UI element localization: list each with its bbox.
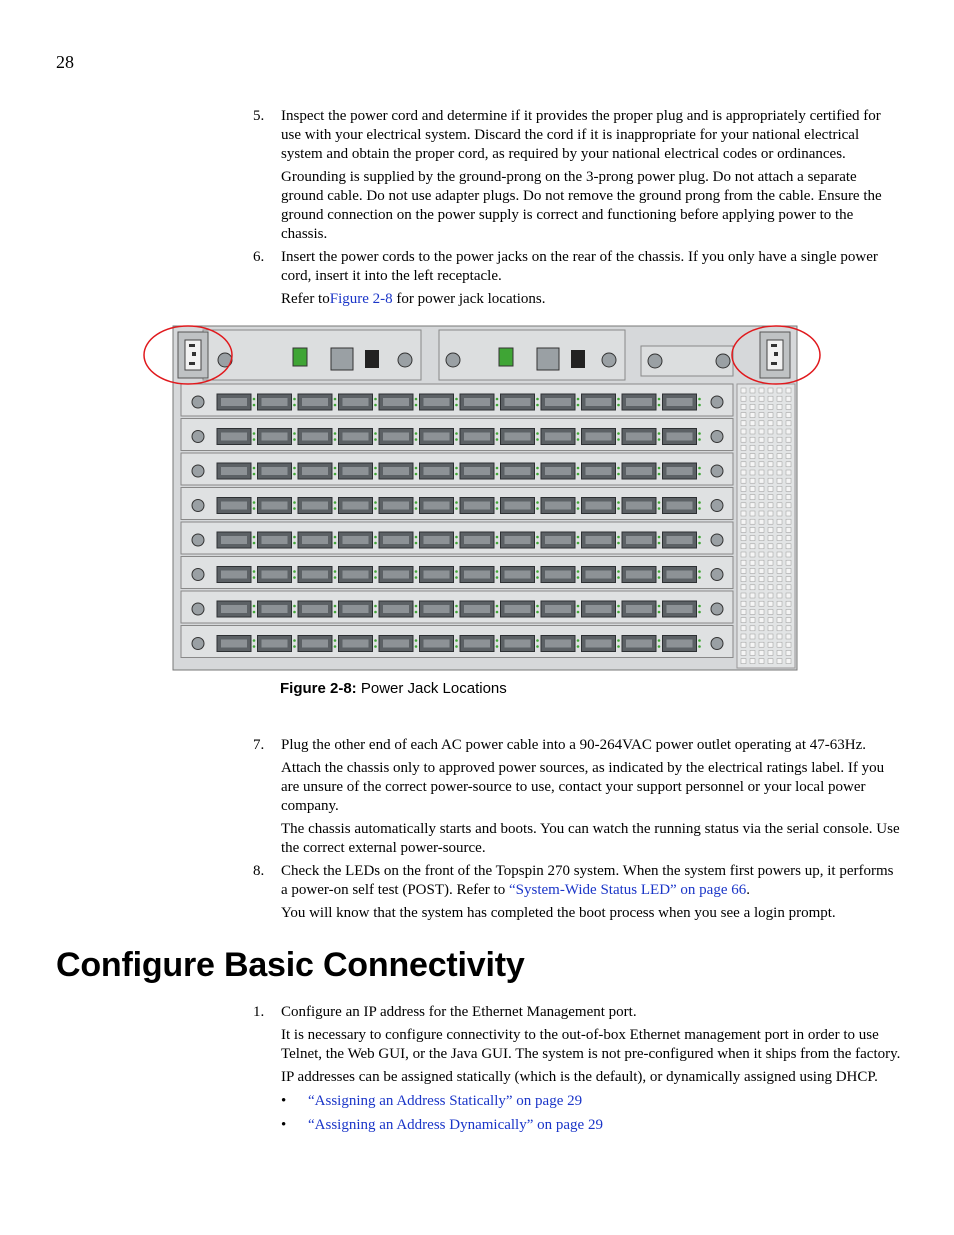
figure-title: Power Jack Locations xyxy=(356,680,507,697)
management-module-1 xyxy=(203,330,421,380)
line-card-slot xyxy=(181,419,733,451)
figure-2-8-link[interactable]: Figure 2-8 xyxy=(329,291,393,307)
line-card-slot xyxy=(181,591,733,623)
power-jack-figure xyxy=(143,322,823,674)
step-note: The chassis automatically starts and boots. You can watch the running status via the serial console. Use the correct external power-source. xyxy=(281,821,900,856)
vent-panel xyxy=(737,384,795,668)
step-7 xyxy=(253,736,901,755)
step-text: Configure an IP address for the Ethernet Management port. xyxy=(281,1004,637,1020)
line-card-slot xyxy=(181,384,733,416)
assign-dynamic-link[interactable]: “Assigning an Address Dynamically” on page 29 xyxy=(308,1117,603,1133)
chassis-rear-illustration xyxy=(143,322,823,674)
step-number: 6. xyxy=(253,249,265,265)
step-number: 5. xyxy=(253,108,265,124)
step-note: IP addresses can be assigned statically (which is the default), or dynamically assigned using DHCP. xyxy=(281,1069,878,1085)
bullet-item xyxy=(253,1116,901,1135)
step-number: 8. xyxy=(253,863,265,879)
status-led-link[interactable]: “System-Wide Status LED” on page 66 xyxy=(508,882,747,898)
step-8 xyxy=(253,862,901,900)
step-text: Plug the other end of each AC power cable into a 90-264VAC power outlet operating at 47-63Hz. xyxy=(281,737,866,753)
figure-reference xyxy=(253,290,901,309)
step-5 xyxy=(253,107,901,164)
step-6 xyxy=(253,248,901,286)
installation-steps-bottom xyxy=(253,736,901,923)
step-text: Inspect the power cord and determine if it provides the proper plug and is appropriately certified for use with your electrical system. Discard the cord if it is inappropriate for your national electrical system and obtain the proper cord, as required by your national electrical codes or ordinances. xyxy=(281,108,881,162)
step-number: 7. xyxy=(253,737,265,753)
management-module-2 xyxy=(439,330,625,380)
bullet-item xyxy=(253,1092,901,1111)
step-number: 1. xyxy=(253,1004,265,1020)
step-note: It is necessary to configure connectivity to the out-of-box Ethernet management port in order to use Telnet, the Web GUI, or the Java GUI. The system is not pre-configured when it ships from the factory. xyxy=(281,1027,901,1062)
installation-steps-top xyxy=(253,107,901,309)
line-card-slot xyxy=(181,488,733,520)
figure-label: Figure 2-8: xyxy=(280,680,357,697)
step-text xyxy=(281,863,893,898)
step-note: Attach the chassis only to approved power sources, as indicated by the electrical ratings label. If you are unsure of the correct power-source to use, contact your support personnel or your local power company. xyxy=(281,760,885,814)
step-text-suffix: . xyxy=(746,882,750,898)
refer-suffix: for power jack locations. xyxy=(392,291,546,307)
refer-prefix: Refer to xyxy=(281,291,330,307)
section-heading: Configure Basic Connectivity xyxy=(56,946,525,984)
step-1 xyxy=(253,1003,901,1022)
assign-static-link[interactable]: “Assigning an Address Statically” on page 29 xyxy=(308,1093,583,1109)
connectivity-steps xyxy=(253,1003,901,1135)
line-card-slot xyxy=(181,557,733,589)
step-text-prefix: Check the LEDs on the front of the Topspin 270 system. When the system first powers up, it performs a power-on self test (POST). Refer to xyxy=(281,863,894,898)
line-card-slot xyxy=(181,522,733,554)
step-text: Insert the power cords to the power jacks on the rear of the chassis. If you only have a single power cord, insert it into the left receptacle. xyxy=(281,249,878,284)
bullet-symbol: • xyxy=(281,1117,287,1133)
step-note: You will know that the system has completed the boot process when you see a login prompt. xyxy=(281,905,836,921)
bullet-symbol: • xyxy=(281,1093,287,1109)
figure-caption xyxy=(280,680,507,697)
line-card-slot xyxy=(181,626,733,658)
page-number: 28 xyxy=(56,52,74,72)
line-card-slot xyxy=(181,453,733,485)
step-note: Grounding is supplied by the ground-prong on the 3-prong power plug. Do not attach a separate ground cable. Do not use adapter plugs. Do not remove the ground prong from the cable. Ensure the ground connection on the power supply is correct and functioning before applying power to the chassis. xyxy=(281,169,882,242)
